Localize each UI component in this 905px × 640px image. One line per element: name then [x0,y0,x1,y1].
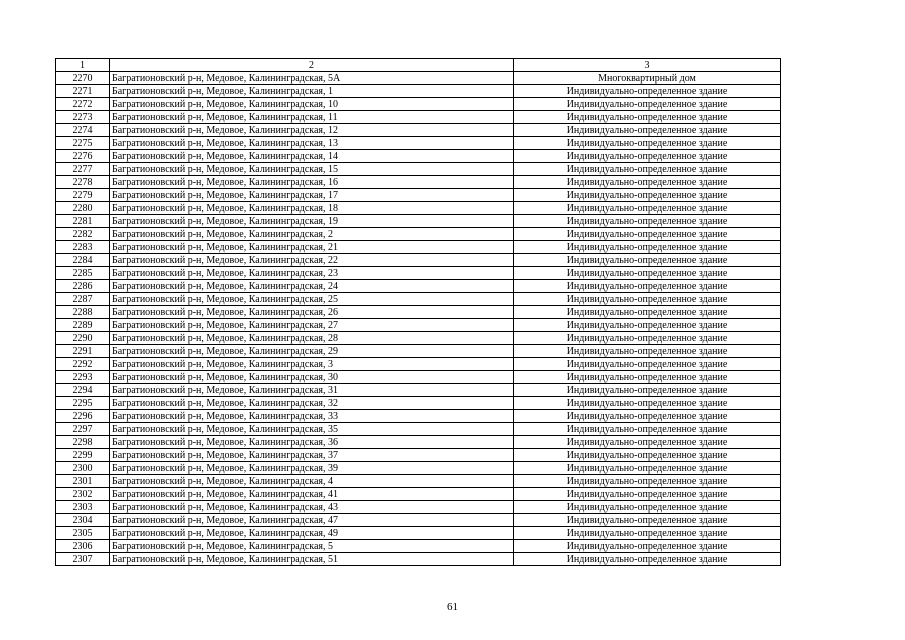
table-row [56,137,781,150]
building-type-cell: Индивидуально-определенное здание [514,345,781,358]
row-number-cell: 2277 [56,163,110,176]
row-number-cell: 2286 [56,280,110,293]
row-number-cell: 2288 [56,306,110,319]
address-cell: Багратионовский р-н, Медовое, Калининградская, 29 [110,345,514,358]
building-type-cell: Индивидуально-определенное здание [514,358,781,371]
building-type-cell: Индивидуально-определенное здание [514,163,781,176]
table-row [56,254,781,267]
row-number-cell: 2280 [56,202,110,215]
table-row [56,72,781,85]
row-number-cell: 2272 [56,98,110,111]
address-cell: Багратионовский р-н, Медовое, Калининградская, 24 [110,280,514,293]
address-cell: Багратионовский р-н, Медовое, Калининградская, 36 [110,436,514,449]
address-cell: Багратионовский р-н, Медовое, Калининградская, 16 [110,176,514,189]
table-row [56,85,781,98]
row-number-cell: 2300 [56,462,110,475]
table-row [56,410,781,423]
building-type-cell: Индивидуально-определенное здание [514,254,781,267]
building-type-cell: Индивидуально-определенное здание [514,527,781,540]
building-type-cell: Индивидуально-определенное здание [514,111,781,124]
building-type-cell: Индивидуально-определенное здание [514,306,781,319]
address-cell: Багратионовский р-н, Медовое, Калининградская, 43 [110,501,514,514]
column-number-2: 2 [110,59,514,72]
address-cell: Багратионовский р-н, Медовое, Калининградская, 37 [110,449,514,462]
row-number-cell: 2307 [56,553,110,566]
address-cell: Багратионовский р-н, Медовое, Калининградская, 18 [110,202,514,215]
table-row [56,462,781,475]
row-number-cell: 2283 [56,241,110,254]
row-number-cell: 2301 [56,475,110,488]
building-type-cell: Индивидуально-определенное здание [514,150,781,163]
table-row [56,163,781,176]
address-cell: Багратионовский р-н, Медовое, Калининградская, 30 [110,371,514,384]
table-row [56,280,781,293]
row-number-cell: 2302 [56,488,110,501]
table-row [56,98,781,111]
table-row [56,488,781,501]
row-number-cell: 2305 [56,527,110,540]
table-row [56,358,781,371]
row-number-cell: 2274 [56,124,110,137]
building-type-cell: Индивидуально-определенное здание [514,423,781,436]
table-row [56,475,781,488]
address-cell: Багратионовский р-н, Медовое, Калининградская, 49 [110,527,514,540]
building-type-cell: Многоквартирный дом [514,72,781,85]
row-number-cell: 2292 [56,358,110,371]
building-type-cell: Индивидуально-определенное здание [514,241,781,254]
address-cell: Багратионовский р-н, Медовое, Калининградская, 51 [110,553,514,566]
column-number-row [56,59,781,72]
building-type-cell: Индивидуально-определенное здание [514,449,781,462]
building-type-cell: Индивидуально-определенное здание [514,319,781,332]
building-type-cell: Индивидуально-определенное здание [514,436,781,449]
table-row [56,306,781,319]
table-row [56,540,781,553]
address-cell: Багратионовский р-н, Медовое, Калининградская, 33 [110,410,514,423]
table-row [56,371,781,384]
building-type-cell: Индивидуально-определенное здание [514,98,781,111]
address-cell: Багратионовский р-н, Медовое, Калининградская, 10 [110,98,514,111]
table-row [56,332,781,345]
row-number-cell: 2296 [56,410,110,423]
building-type-cell: Индивидуально-определенное здание [514,189,781,202]
address-cell: Багратионовский р-н, Медовое, Калининградская, 23 [110,267,514,280]
row-number-cell: 2294 [56,384,110,397]
address-cell: Багратионовский р-н, Медовое, Калининградская, 14 [110,150,514,163]
address-cell: Багратионовский р-н, Медовое, Калининградская, 2 [110,228,514,241]
row-number-cell: 2285 [56,267,110,280]
row-number-cell: 2287 [56,293,110,306]
address-cell: Багратионовский р-н, Медовое, Калининградская, 19 [110,215,514,228]
row-number-cell: 2284 [56,254,110,267]
row-number-cell: 2304 [56,514,110,527]
building-type-cell: Индивидуально-определенное здание [514,332,781,345]
table-row [56,423,781,436]
address-cell: Багратионовский р-н, Медовое, Калининградская, 26 [110,306,514,319]
address-cell: Багратионовский р-н, Медовое, Калининградская, 1 [110,85,514,98]
building-type-cell: Индивидуально-определенное здание [514,85,781,98]
building-type-cell: Индивидуально-определенное здание [514,475,781,488]
address-cell: Багратионовский р-н, Медовое, Калининградская, 41 [110,488,514,501]
row-number-cell: 2293 [56,371,110,384]
building-type-cell: Индивидуально-определенное здание [514,410,781,423]
building-type-cell: Индивидуально-определенное здание [514,202,781,215]
building-type-cell: Индивидуально-определенное здание [514,397,781,410]
row-number-cell: 2273 [56,111,110,124]
table-row [56,111,781,124]
row-number-cell: 2278 [56,176,110,189]
table-row [56,176,781,189]
building-type-cell: Индивидуально-определенное здание [514,371,781,384]
table-row [56,384,781,397]
address-cell: Багратионовский р-н, Медовое, Калининградская, 28 [110,332,514,345]
building-type-cell: Индивидуально-определенное здание [514,540,781,553]
table-row [56,228,781,241]
address-cell: Багратионовский р-н, Медовое, Калининградская, 13 [110,137,514,150]
page-number: 61 [447,601,458,613]
row-number-cell: 2271 [56,85,110,98]
table-row [56,293,781,306]
row-number-cell: 2306 [56,540,110,553]
row-number-cell: 2299 [56,449,110,462]
address-cell: Багратионовский р-н, Медовое, Калининградская, 5А [110,72,514,85]
row-number-cell: 2279 [56,189,110,202]
row-number-cell: 2276 [56,150,110,163]
address-cell: Багратионовский р-н, Медовое, Калининградская, 32 [110,397,514,410]
address-cell: Багратионовский р-н, Медовое, Калининградская, 11 [110,111,514,124]
building-type-cell: Индивидуально-определенное здание [514,176,781,189]
row-number-cell: 2290 [56,332,110,345]
row-number-cell: 2275 [56,137,110,150]
building-type-cell: Индивидуально-определенное здание [514,215,781,228]
row-number-cell: 2303 [56,501,110,514]
building-type-cell: Индивидуально-определенное здание [514,137,781,150]
table-body [56,72,781,566]
row-number-cell: 2295 [56,397,110,410]
row-number-cell: 2289 [56,319,110,332]
address-cell: Багратионовский р-н, Медовое, Калининградская, 22 [110,254,514,267]
row-number-cell: 2297 [56,423,110,436]
column-number-3: 3 [514,59,781,72]
building-type-cell: Индивидуально-определенное здание [514,514,781,527]
building-type-cell: Индивидуально-определенное здание [514,228,781,241]
building-type-cell: Индивидуально-определенное здание [514,462,781,475]
address-cell: Багратионовский р-н, Медовое, Калининградская, 35 [110,423,514,436]
row-number-cell: 2281 [56,215,110,228]
building-type-cell: Индивидуально-определенное здание [514,293,781,306]
table-row [56,189,781,202]
building-type-cell: Индивидуально-определенное здание [514,553,781,566]
table-row [56,514,781,527]
table-row [56,150,781,163]
address-cell: Багратионовский р-н, Медовое, Калининградская, 3 [110,358,514,371]
table-row [56,527,781,540]
address-cell: Багратионовский р-н, Медовое, Калининградская, 15 [110,163,514,176]
row-number-cell: 2298 [56,436,110,449]
row-number-cell: 2270 [56,72,110,85]
building-type-cell: Индивидуально-определенное здание [514,267,781,280]
column-number-1: 1 [56,59,110,72]
building-type-cell: Индивидуально-определенное здание [514,501,781,514]
address-cell: Багратионовский р-н, Медовое, Калининградская, 47 [110,514,514,527]
table-row [56,124,781,137]
row-number-cell: 2282 [56,228,110,241]
row-number-cell: 2291 [56,345,110,358]
table-row [56,397,781,410]
table-row [56,241,781,254]
table-header [56,59,781,72]
address-cell: Багратионовский р-н, Медовое, Калининградская, 27 [110,319,514,332]
table-row [56,501,781,514]
table-row [56,319,781,332]
address-cell: Багратионовский р-н, Медовое, Калининградская, 31 [110,384,514,397]
table-row [56,553,781,566]
address-cell: Багратионовский р-н, Медовое, Калининградская, 25 [110,293,514,306]
building-type-cell: Индивидуально-определенное здание [514,384,781,397]
address-cell: Багратионовский р-н, Медовое, Калининградская, 21 [110,241,514,254]
table-row [56,215,781,228]
building-type-cell: Индивидуально-определенное здание [514,280,781,293]
address-cell: Багратионовский р-н, Медовое, Калининградская, 4 [110,475,514,488]
table-row [56,449,781,462]
table-row [56,202,781,215]
buildings-register-table [55,58,781,566]
building-type-cell: Индивидуально-определенное здание [514,488,781,501]
table-row [56,345,781,358]
building-type-cell: Индивидуально-определенное здание [514,124,781,137]
table-row [56,436,781,449]
address-cell: Багратионовский р-н, Медовое, Калининградская, 5 [110,540,514,553]
address-cell: Багратионовский р-н, Медовое, Калининградская, 12 [110,124,514,137]
address-cell: Багратионовский р-н, Медовое, Калининградская, 39 [110,462,514,475]
address-cell: Багратионовский р-н, Медовое, Калининградская, 17 [110,189,514,202]
table-row [56,267,781,280]
